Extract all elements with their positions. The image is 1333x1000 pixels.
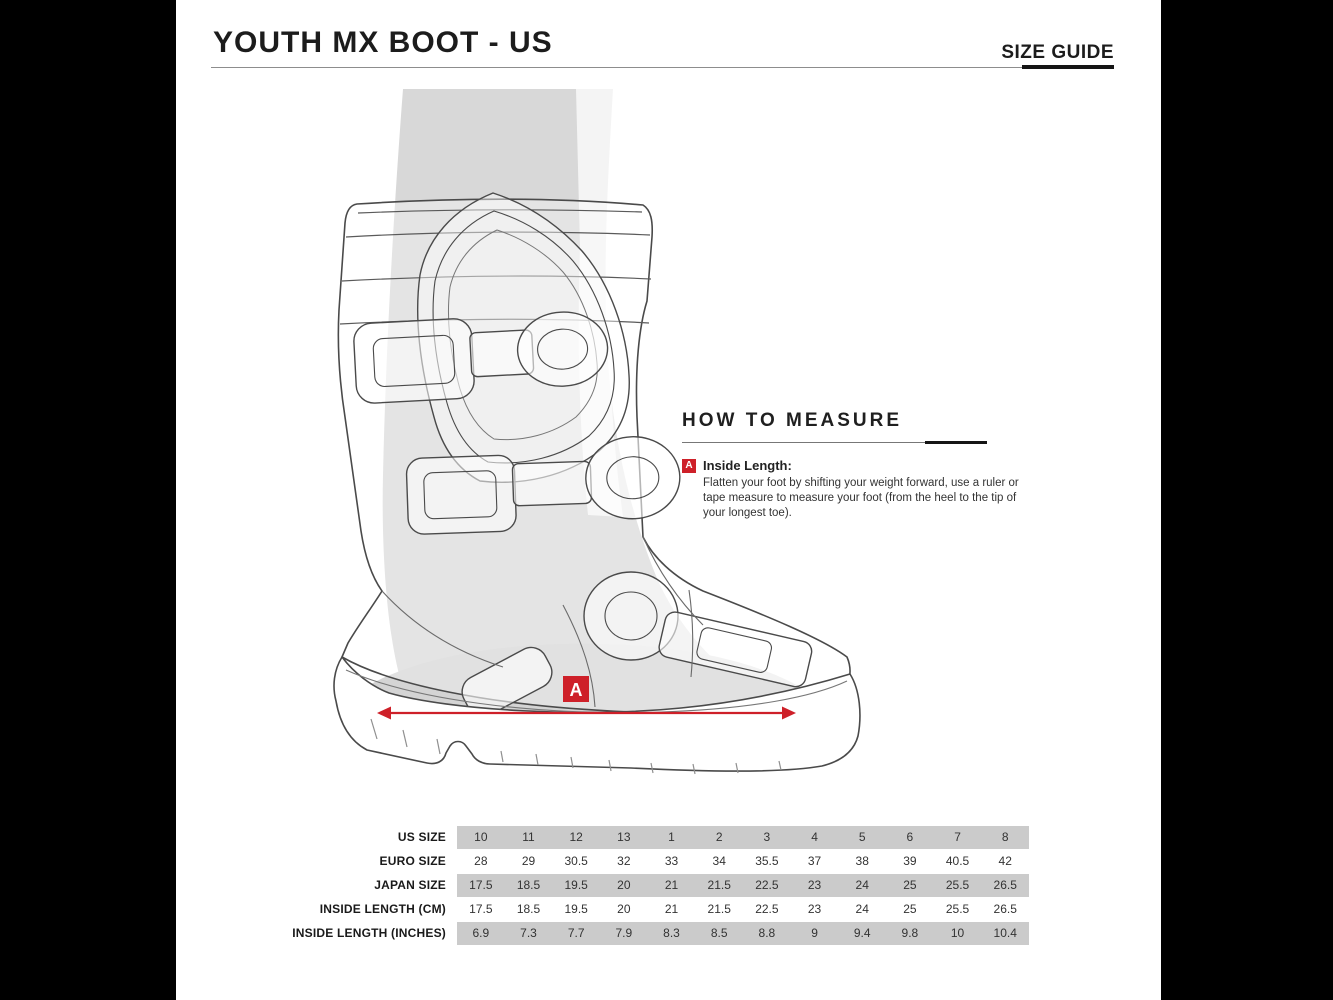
table-cell: 22.5 xyxy=(755,878,779,892)
table-cell: 18.5 xyxy=(516,878,541,892)
table-row xyxy=(176,898,1161,921)
table-cell: 18.5 xyxy=(516,902,541,916)
table-row xyxy=(176,826,1161,849)
table-cell: 9 xyxy=(811,926,818,940)
table-cell: 1 xyxy=(668,830,675,844)
table-cell: 30.5 xyxy=(564,854,588,868)
table-row xyxy=(176,922,1161,945)
table-cell: 17.5 xyxy=(469,878,493,892)
table-row-label: EURO SIZE xyxy=(379,854,446,868)
inside-length-description: Flatten your foot by shifting your weight forward, use a ruler or tape measure to measure your foot (from the heel to the tip of your longest toe). xyxy=(703,477,1019,519)
inside-length-texts xyxy=(703,458,1025,521)
header-divider-accent xyxy=(1022,65,1114,69)
table-cell: 4 xyxy=(811,830,818,844)
table-cell: 20 xyxy=(617,902,631,916)
table-cell: 21.5 xyxy=(707,878,731,892)
table-cell: 25.5 xyxy=(945,902,970,916)
how-to-measure-divider xyxy=(682,441,987,445)
measure-marker-letter: A xyxy=(569,680,583,700)
table-row xyxy=(176,850,1161,873)
size-table xyxy=(176,826,1161,946)
table-cell: 26.5 xyxy=(993,902,1017,916)
table-cell: 23 xyxy=(807,878,822,892)
table-cell: 19.5 xyxy=(564,878,588,892)
table-cell: 28 xyxy=(474,854,488,868)
table-cell: 5 xyxy=(858,830,866,844)
table-cell: 39 xyxy=(903,854,917,868)
table-cell: 6.9 xyxy=(472,926,490,940)
table-row-cells xyxy=(457,922,1029,945)
table-cell: 24 xyxy=(855,902,869,916)
table-cell: 10 xyxy=(950,926,965,940)
table-cell: 7.9 xyxy=(615,926,633,940)
table-cell: 21.5 xyxy=(707,902,731,916)
table-cell: 24 xyxy=(855,878,869,892)
table-cell: 20 xyxy=(617,878,631,892)
table-cell: 2 xyxy=(715,830,723,844)
inside-length-title: Inside Length: xyxy=(703,458,792,473)
table-row-label: INSIDE LENGTH (CM) xyxy=(319,902,446,916)
divider-accent xyxy=(925,441,987,444)
table-cell: 8.5 xyxy=(710,926,728,940)
table-cell: 21 xyxy=(664,878,679,892)
table-cell: 8.3 xyxy=(663,926,680,940)
table-cell: 7.7 xyxy=(567,926,585,940)
table-cell: 3 xyxy=(763,830,771,844)
table-cell: 7.3 xyxy=(520,926,537,940)
table-cell: 35.5 xyxy=(755,854,779,868)
table-cell: 32 xyxy=(617,854,631,868)
content-panel xyxy=(176,0,1161,1000)
table-row-label: US SIZE xyxy=(397,830,446,844)
table-cell: 13 xyxy=(617,830,631,844)
table-cell: 6 xyxy=(906,830,914,844)
table-cell: 8 xyxy=(1001,830,1009,844)
table-cell: 11 xyxy=(522,830,535,844)
table-cell: 29 xyxy=(521,854,536,868)
how-to-measure-section xyxy=(682,410,1019,521)
how-to-measure-heading: HOW TO MEASURE xyxy=(682,410,903,431)
table-cell: 25 xyxy=(903,878,917,892)
header-divider xyxy=(211,67,1114,68)
table-cell: 9.4 xyxy=(853,926,871,940)
table-cell: 22.5 xyxy=(755,902,779,916)
table-cell: 19.5 xyxy=(564,902,588,916)
table-row-cells xyxy=(457,826,1029,849)
table-cell: 42 xyxy=(998,854,1012,868)
table-row xyxy=(176,874,1161,897)
size-table-rows xyxy=(176,826,1161,945)
table-row-label: JAPAN SIZE xyxy=(374,878,446,892)
size-guide-label: SIZE GUIDE xyxy=(1001,42,1114,63)
marker-a-badge: A xyxy=(682,459,696,473)
table-cell: 9.8 xyxy=(901,926,919,940)
table-cell: 38 xyxy=(855,854,869,868)
table-cell: 17.5 xyxy=(469,902,493,916)
measure-marker-a xyxy=(563,676,589,702)
table-cell: 12 xyxy=(569,830,583,844)
table-cell: 25.5 xyxy=(945,878,970,892)
table-row-cells xyxy=(457,850,1029,873)
table-cell: 33 xyxy=(664,854,679,868)
page-title: YOUTH MX BOOT - US xyxy=(213,26,553,59)
table-cell: 10.4 xyxy=(993,926,1017,940)
table-cell: 10 xyxy=(474,830,488,844)
table-row-cells xyxy=(457,874,1029,897)
table-cell: 40.5 xyxy=(945,854,970,868)
table-row-label: INSIDE LENGTH (INCHES) xyxy=(292,926,446,940)
table-cell: 34 xyxy=(712,854,726,868)
table-cell: 23 xyxy=(807,902,822,916)
table-row-cells xyxy=(457,898,1029,921)
table-cell: 7 xyxy=(954,830,961,844)
table-cell: 21 xyxy=(664,902,679,916)
table-cell: 37 xyxy=(807,854,822,868)
inside-length-item xyxy=(682,458,1019,521)
table-cell: 25 xyxy=(903,902,917,916)
table-cell: 8.8 xyxy=(758,926,776,940)
table-cell: 26.5 xyxy=(993,878,1017,892)
